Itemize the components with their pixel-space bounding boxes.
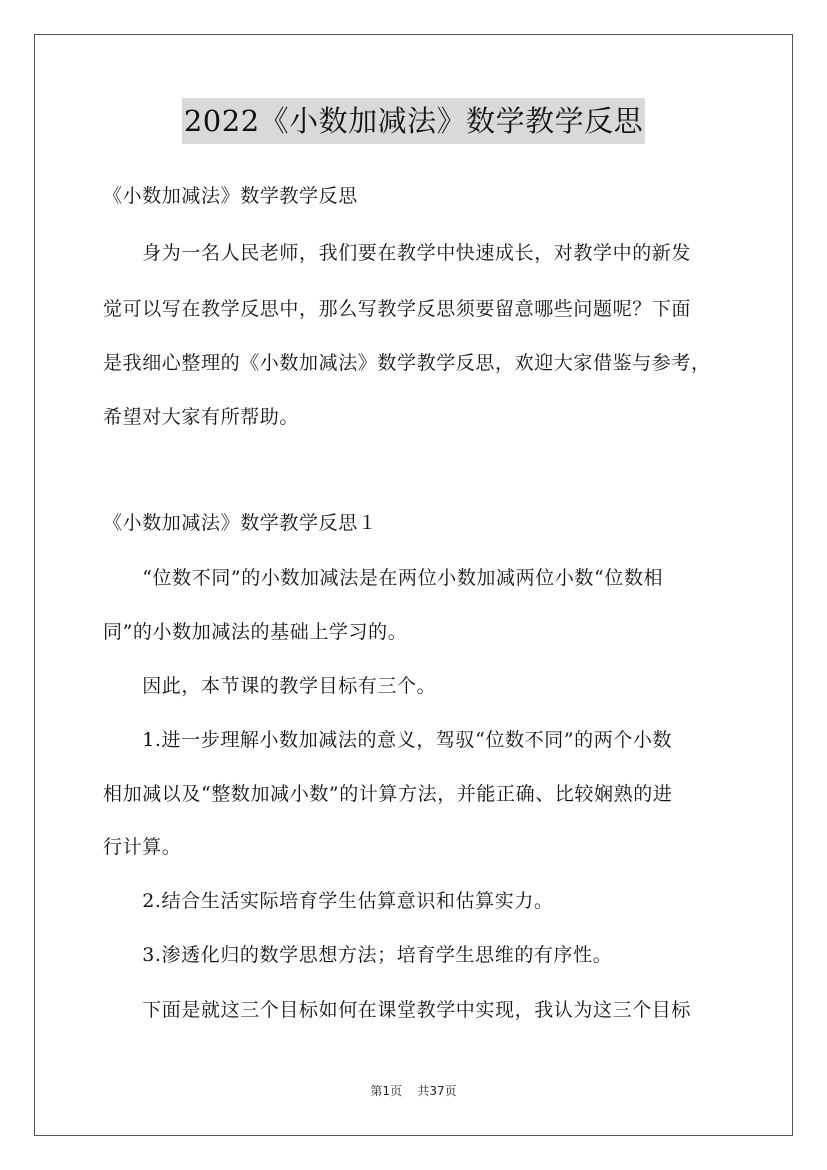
paragraph-line: 觉可以写在教学反思中，那么写教学反思须要留意哪些问题呢？下面 xyxy=(103,298,692,320)
section-heading: 《小数加减法》数学教学反思１ xyxy=(103,512,378,534)
document-title: 2022《小数加减法》数学教学反思 xyxy=(182,98,645,144)
paragraph-line: 2.结合生活实际培育学生估算意识和估算实力。 xyxy=(103,890,554,912)
paragraph-line: 行计算。 xyxy=(103,836,182,858)
paragraph-line: 下面是就这三个目标如何在课堂教学中实现，我认为这三个目标 xyxy=(103,999,692,1021)
paragraph-line: 同”的小数加减法的基础上学习的。 xyxy=(103,621,408,643)
paragraph-line: 因此，本节课的教学目标有三个。 xyxy=(103,675,437,697)
paragraph-line: 3.渗透化归的数学思想方法；培育学生思维的有序性。 xyxy=(103,944,613,966)
paragraph-line: 相加减以及“整数加减小数”的计算方法，并能正确、比较娴熟的进 xyxy=(103,783,673,805)
page-number: 第1页 xyxy=(370,1084,403,1098)
section-heading: 《小数加减法》数学教学反思 xyxy=(103,185,358,207)
title-container xyxy=(0,98,827,144)
paragraph-line: “位数不同”的小数加减法是在两位小数加减两位小数“位数相 xyxy=(103,567,664,589)
paragraph-line: 1.进一步理解小数加减法的意义，驾驭“位数不同”的两个小数 xyxy=(103,729,673,751)
page-total: 共37页 xyxy=(417,1084,457,1098)
paragraph-line: 身为一名人民老师，我们要在教学中快速成长，对教学中的新发 xyxy=(103,242,692,264)
paragraph-line: 希望对大家有所帮助。 xyxy=(103,406,300,428)
paragraph-line: 是我细心整理的《小数加减法》数学教学反思，欢迎大家借鉴与参考， xyxy=(103,352,711,374)
page-footer xyxy=(0,1082,827,1099)
